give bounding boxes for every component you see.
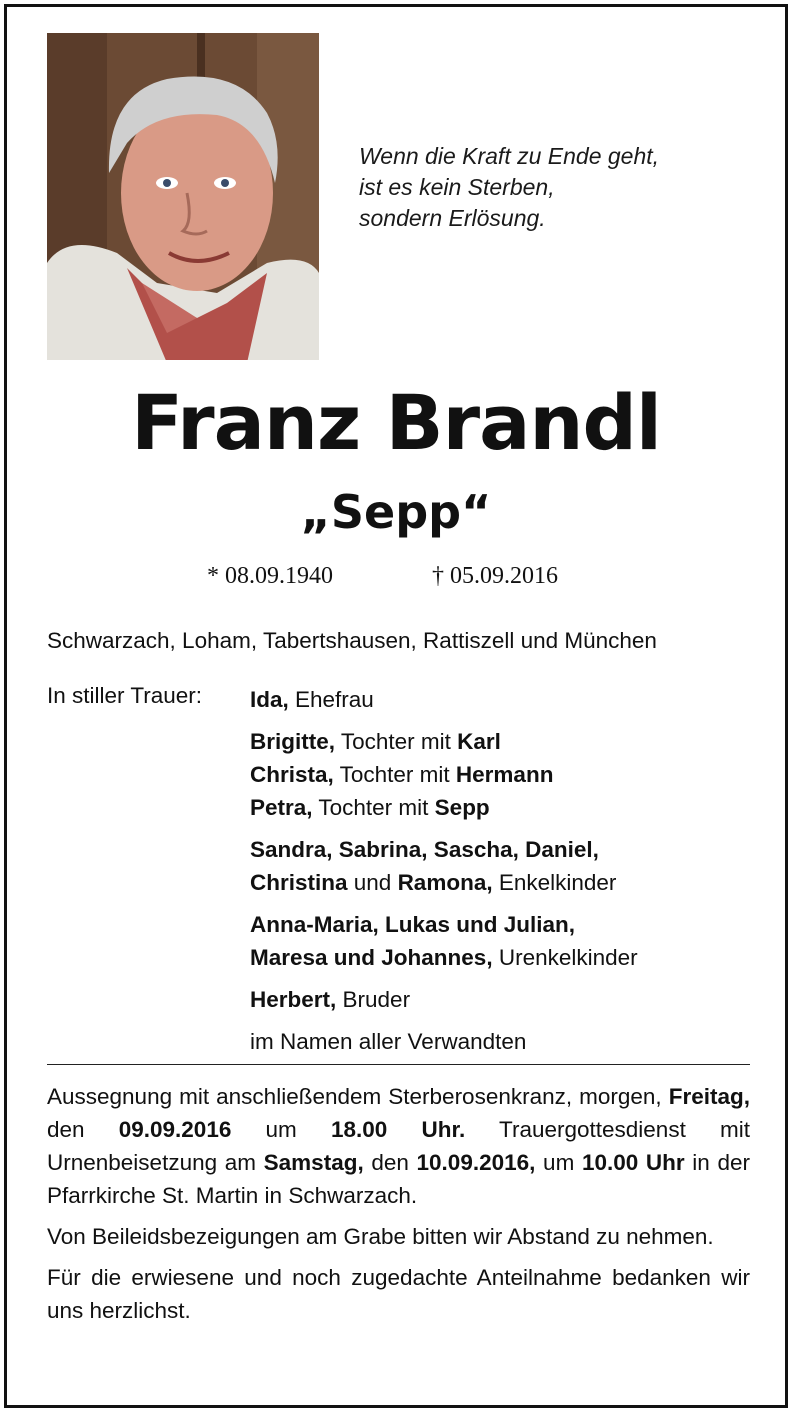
memorial-quote	[359, 141, 759, 234]
portrait-photo-icon	[47, 33, 319, 360]
service-info	[47, 1080, 750, 1335]
divider	[47, 1064, 750, 1065]
list-item: Herbert, Bruder	[250, 987, 411, 1012]
deceased-nickname: „Sepp“	[300, 485, 492, 539]
list-item: Brigitte, Tochter mit Karl Christa, Tochter mit Hermann Petra, Tochter mit Sepp	[250, 729, 554, 820]
list-item: Ida, Ehefrau	[250, 687, 374, 712]
thanks-note: Für die erwiesene und noch zugedachte Anteilnahme bedanken wir uns herzlichst.	[47, 1265, 750, 1323]
places-line: Schwarzach, Loham, Tabertshausen, Rattiszell und München	[47, 628, 657, 653]
birth-symbol: *	[207, 563, 219, 589]
death-date: † 05.09.2016	[432, 563, 558, 589]
condolence-note: Von Beileidsbezeigungen am Grabe bitten wir Abstand zu nehmen.	[47, 1224, 714, 1249]
birth-date: * 08.09.1940	[207, 563, 333, 589]
list-item: Anna-Maria, Lukas und Julian, Maresa und Johannes, Urenkelkinder	[250, 912, 638, 970]
mourners-list	[250, 683, 750, 1067]
obituary-card	[4, 4, 788, 1408]
deceased-name: Franz Brandl	[131, 378, 661, 467]
quote-line: sondern Erlösung.	[359, 205, 546, 231]
mourners-label: In stiller Trauer:	[47, 683, 203, 708]
quote-line: Wenn die Kraft zu Ende geht,	[359, 143, 660, 169]
service-paragraph: Aussegnung mit anschließendem Sterberosenkranz, morgen, Freitag, den 09.09.2016 um 18.00 Uhr. Trauergottesdienst mit Urnenbeisetzung am Samstag, den 10.09.2016, um 10.00 Uhr in der Pfarrkirche St. Martin in Schwarzach.	[47, 1084, 750, 1208]
list-item: im Namen aller Verwandten	[250, 1029, 527, 1054]
quote-line: ist es kein Sterben,	[359, 174, 555, 200]
cross-icon: †	[432, 563, 444, 589]
list-item: Sandra, Sabrina, Sascha, Daniel, Christina und Ramona, Enkelkinder	[250, 837, 617, 895]
